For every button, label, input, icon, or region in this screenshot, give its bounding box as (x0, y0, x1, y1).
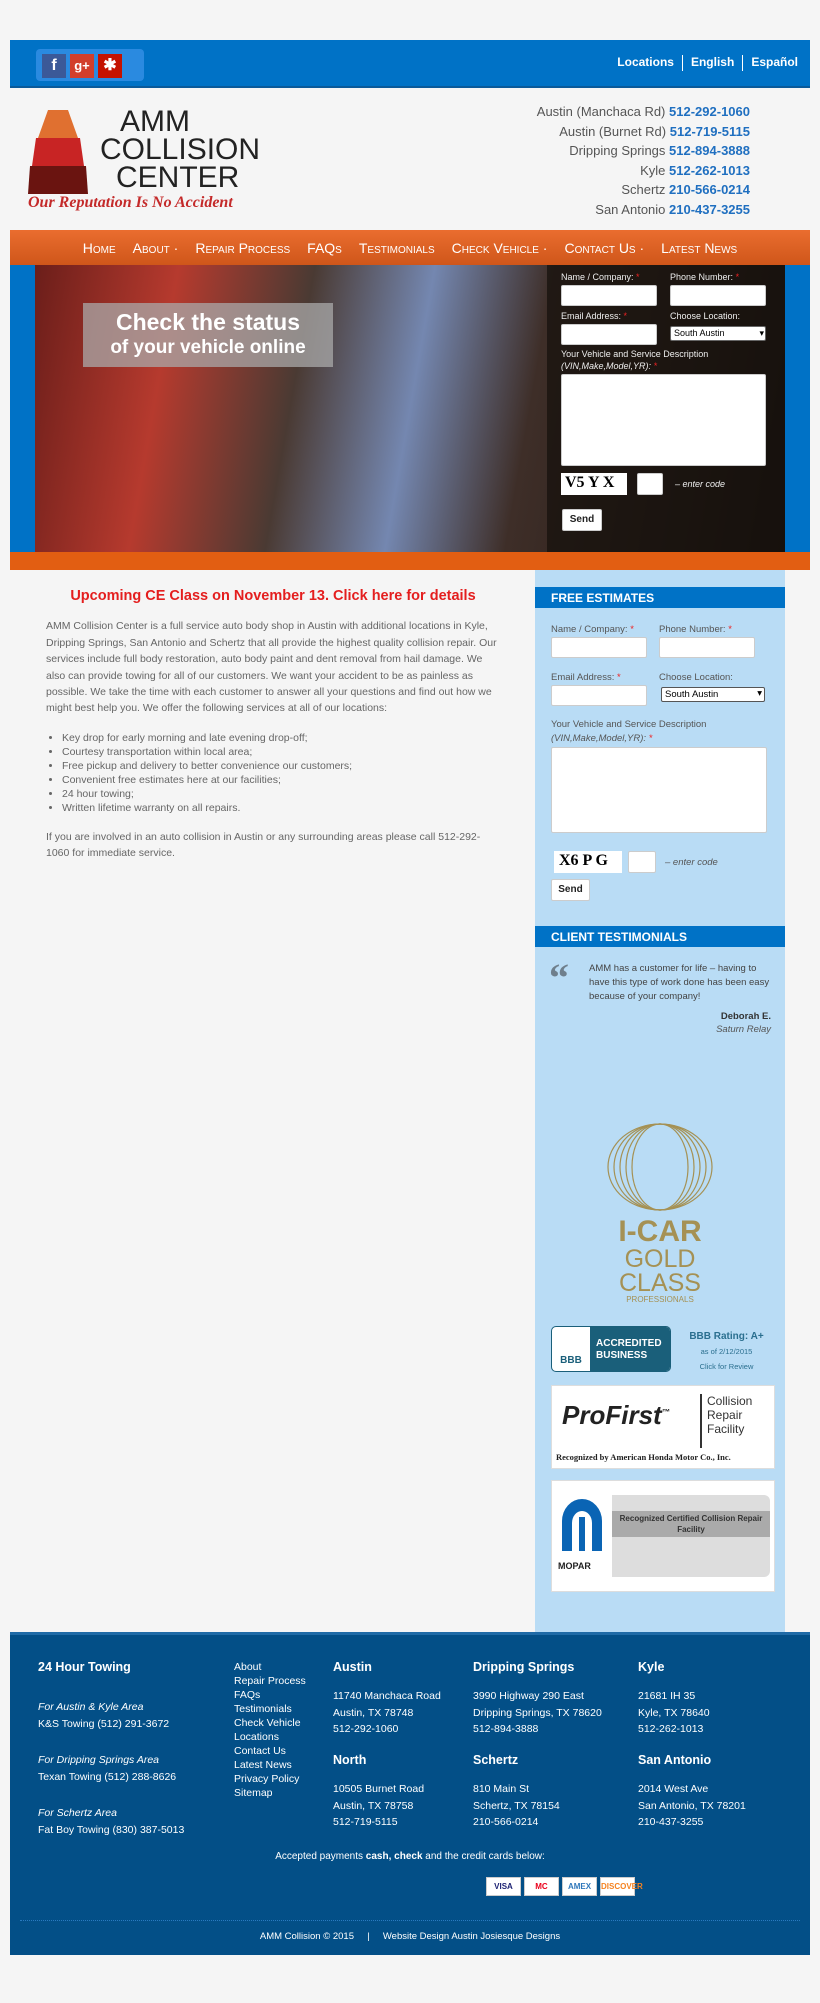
facebook-icon[interactable]: f (42, 54, 66, 78)
address-line: 10505 Burnet Road (333, 1783, 425, 1795)
footer-link[interactable]: Repair Process (234, 1675, 306, 1687)
footer-link[interactable]: Testimonials (234, 1703, 292, 1715)
icar-text: CLASS (619, 1269, 701, 1297)
location-address (473, 1688, 602, 1738)
email-label: Email Address: * (551, 672, 621, 683)
name-input[interactable] (551, 637, 647, 658)
location-name: Austin (Manchaca Rd) (536, 104, 666, 119)
description-label: Your Vehicle and Service Description (551, 719, 707, 730)
send-button[interactable]: Send (551, 879, 590, 901)
towing-item (38, 1699, 184, 1732)
testimonials-heading: CLIENT TESTIMONIALS (535, 926, 785, 947)
towing-company: Texan Towing (512) 288-8626 (38, 1770, 177, 1783)
phone-row (537, 141, 750, 161)
description-textarea[interactable] (551, 747, 767, 833)
icar-gold-class-logo[interactable] (605, 1122, 715, 1308)
footer-link[interactable]: About (234, 1661, 262, 1673)
location-heading: Schertz (473, 1753, 519, 1767)
address-line: 512-894-3888 (473, 1723, 539, 1735)
main-nav (10, 230, 810, 265)
ce-class-link[interactable]: Upcoming CE Class on November 13. Click here for details (70, 588, 476, 604)
icar-text: GOLD (624, 1245, 696, 1273)
social-links (36, 49, 144, 81)
chevron-down-icon: ▾ (759, 328, 764, 338)
nav-item[interactable]: About · (132, 239, 179, 256)
hero-headline (83, 303, 333, 367)
location-select[interactable]: South Austin ▾ (661, 687, 765, 702)
location-heading: North (333, 1753, 367, 1767)
towing-heading: 24 Hour Towing (38, 1660, 131, 1674)
phone-list (537, 102, 750, 219)
location-name: Schertz (621, 182, 666, 197)
nav-item[interactable]: FAQs (307, 239, 342, 256)
bbb-logo: BBB (560, 1355, 582, 1366)
footer-link[interactable]: Privacy Policy (234, 1773, 300, 1785)
towing-area: For Schertz Area (38, 1807, 117, 1819)
bbb-rating: BBB Rating: A+ (689, 1331, 764, 1342)
location-name: Austin (Burnet Rd) (559, 123, 667, 139)
profirst-badge[interactable] (551, 1385, 775, 1469)
hero-image (35, 265, 785, 552)
location-name: San Antonio (595, 201, 666, 217)
footer (10, 1632, 810, 1955)
address-line: Austin, TX 78758 (333, 1799, 414, 1812)
logo-tagline: Our Reputation Is No Accident (28, 194, 233, 211)
phone-label: Phone Number: * (659, 624, 732, 635)
phone-link[interactable]: 210-437-3255 (669, 201, 750, 217)
address-line: San Antonio, TX 78201 (638, 1799, 746, 1812)
nav-item[interactable]: Testimonials (358, 239, 435, 256)
locations-link[interactable]: Locations (617, 55, 674, 69)
captcha-input[interactable] (637, 473, 663, 495)
location-address (638, 1781, 746, 1831)
description-hint: (VIN,Make,Model,YR): * (561, 361, 658, 371)
credit-cards (486, 1877, 643, 1896)
chevron-down-icon: ▾ (757, 688, 762, 699)
description-label: Your Vehicle and Service Description (561, 349, 709, 359)
enter-code-hint: – enter code (665, 857, 718, 868)
location-address (638, 1688, 710, 1738)
hero (10, 265, 810, 552)
profirst-text: Facility (707, 1422, 745, 1436)
address-line: 2014 West Ave (638, 1783, 709, 1795)
email-input[interactable] (561, 324, 657, 345)
email-label: Email Address: * (561, 311, 628, 321)
towing-company: K&S Towing (512) 291-3672 (38, 1717, 170, 1730)
phone-row (537, 102, 750, 122)
captcha-image: V5 Y X (561, 473, 627, 495)
sidebar (535, 570, 785, 1632)
service-item: • 24 hour towing; (62, 787, 500, 801)
footer-link[interactable]: Locations (234, 1731, 279, 1743)
mopar-text: MOPAR (558, 1561, 591, 1571)
phone-link[interactable]: 512-894-3888 (669, 143, 750, 158)
location-select[interactable]: South Austin ▾ (670, 326, 766, 341)
bbb-review-link[interactable]: Click for Review (699, 1362, 754, 1371)
captcha-image: X6 P G (554, 851, 622, 873)
icar-text: PROFESSIONALS (626, 1295, 694, 1304)
footer-link[interactable]: Sitemap (234, 1787, 273, 1799)
phone-input[interactable] (659, 637, 755, 658)
description-textarea[interactable] (561, 374, 766, 466)
location-heading: San Antonio (638, 1753, 712, 1767)
phone-label: Phone Number: * (670, 272, 740, 282)
profirst-text: Repair (707, 1408, 743, 1422)
address-line: 210-437-3255 (638, 1816, 704, 1828)
testimonial-author: Deborah E. (720, 1011, 771, 1022)
testimonial (549, 955, 771, 1036)
logo[interactable] (28, 105, 268, 214)
card-discover-icon: DISCOVER (600, 1877, 635, 1896)
intro-text: AMM Collision Center is a full service auto body shop in Austin with additional locations in Kyle, Dripping Springs, San Antonio and Schertz that all provide the highest quality collision repair. Our services include full body restoration, auto body paint and dent removal from hail damage. We also can provide towing for all of our customers. We want your accident to be as painless as possible. We take the time with each customer to answer all your questions and find out how we might best help you. We offer the following services at all of our locations: (46, 620, 497, 715)
nav-item[interactable]: Home (82, 239, 116, 256)
address-line: Austin, TX 78748 (333, 1706, 414, 1719)
phone-row (537, 122, 750, 142)
towing-area: For Dripping Springs Area (38, 1754, 159, 1766)
email-input[interactable] (551, 685, 647, 706)
mopar-m-icon (560, 1497, 604, 1551)
logo-text: COLLISION (100, 133, 261, 166)
card-amex-icon: AMEX (562, 1877, 597, 1896)
service-item: • Written lifetime warranty on all repairs. (62, 801, 500, 815)
card-mc-icon: MC (524, 1877, 559, 1896)
address-line: 11740 Manchaca Road (333, 1690, 441, 1702)
top-bar (10, 40, 810, 88)
hero-line: Check the status (115, 309, 301, 335)
logo-text: AMM (120, 105, 190, 138)
card-visa-icon: VISA (486, 1877, 521, 1896)
address-line: 810 Main St (473, 1783, 530, 1795)
location-name: Dripping Springs (569, 143, 666, 158)
footer-links (234, 1660, 306, 1800)
footer-link[interactable]: Check Vehicle (234, 1717, 301, 1729)
english-link[interactable]: English (690, 55, 735, 69)
check-vehicle-form (547, 265, 785, 552)
bbb-text: ACCREDITED (596, 1338, 662, 1349)
description-hint: (VIN,Make,Model,YR): * (551, 733, 653, 744)
towing-item (38, 1805, 184, 1838)
copyright: AMM Collision © 2015 | Website Design Austin Josiesque Designs (259, 1931, 561, 1942)
divider (742, 55, 743, 71)
icar-rings-icon (605, 1122, 715, 1212)
location-address (333, 1688, 441, 1738)
location-heading: Austin (333, 1660, 372, 1674)
outro-text: If you are involved in an auto collision in Austin or any surrounding areas please call 512-292-1060 for immediate service. (46, 830, 481, 860)
logo-text: CENTER (116, 161, 240, 194)
google-plus-icon[interactable]: g+ (70, 54, 94, 78)
phone-row (537, 200, 750, 220)
address-line: 512-719-5115 (333, 1816, 398, 1828)
designer-link[interactable]: Website Design Austin Josiesque Designs (382, 1931, 561, 1942)
bbb-text: BUSINESS (596, 1350, 648, 1361)
address-line: Schertz, TX 78154 (473, 1799, 560, 1812)
free-estimates-heading: FREE ESTIMATES (535, 587, 785, 608)
location-heading: Dripping Springs (473, 1660, 575, 1674)
profirst-text: Collision (707, 1394, 753, 1408)
location-label: Choose Location: (670, 311, 741, 321)
address-line: Kyle, TX 78640 (638, 1706, 710, 1719)
towing-item (38, 1752, 184, 1785)
towing-company: Fat Boy Towing (830) 387-5013 (38, 1823, 185, 1836)
profirst-logo: ProFirst™ (562, 1400, 670, 1430)
yelp-icon[interactable]: ✱ (98, 54, 122, 78)
nav-item[interactable]: Contact Us · (564, 239, 645, 256)
quote-icon: “ (549, 955, 569, 1000)
icar-text: I-CAR (618, 1215, 702, 1248)
name-input[interactable] (561, 285, 657, 306)
phone-input[interactable] (670, 285, 766, 306)
service-item: • Key drop for early morning and late evening drop-off; (62, 731, 500, 745)
location-heading: Kyle (638, 1660, 665, 1674)
location-address (333, 1781, 424, 1831)
address-line: 3990 Highway 290 East (473, 1690, 584, 1702)
service-item: • Free pickup and delivery to better convenience our customers; (62, 759, 500, 773)
footer-link[interactable]: Contact Us (234, 1745, 286, 1757)
enter-code-hint: – enter code (675, 479, 726, 489)
location-address (473, 1781, 560, 1831)
phone-link[interactable]: 512-262-1013 (669, 162, 750, 178)
address-line: Dripping Springs, TX 78620 (473, 1706, 602, 1719)
phone-row (537, 161, 750, 181)
captcha-input[interactable] (628, 851, 656, 873)
hero-line: of your vehicle online (110, 337, 306, 358)
address-line: 512-292-1060 (333, 1723, 399, 1735)
service-item: • Courtesy transportation within local area; (62, 745, 500, 759)
phone-row (537, 180, 750, 200)
bbb-date: as of 2/12/2015 (700, 1347, 753, 1356)
amm-logo-mark-icon (28, 108, 88, 196)
footer-link[interactable]: FAQs (234, 1689, 261, 1701)
towing-area: For Austin & Kyle Area (38, 1701, 144, 1713)
footer-link[interactable]: Latest News (234, 1759, 292, 1771)
payment-text: Accepted payments cash, check and the credit cards below: (275, 1851, 545, 1862)
services-list (62, 731, 500, 815)
divider (10, 552, 810, 570)
name-label: Name / Company: * (551, 624, 634, 635)
nav-item[interactable]: Repair Process (195, 239, 291, 256)
mopar-badge[interactable] (551, 1480, 775, 1592)
nav-item[interactable]: Latest News (661, 239, 738, 256)
phone-link[interactable]: 512-719-5115 (669, 123, 750, 139)
towing-list (38, 1685, 184, 1838)
espanol-link[interactable]: Español (751, 55, 798, 69)
address-line: 21681 IH 35 (638, 1690, 696, 1702)
main-content (46, 588, 500, 862)
address-line: 210-566-0214 (473, 1816, 539, 1828)
testimonial-vehicle: Saturn Relay (716, 1024, 771, 1035)
nav-item[interactable]: Check Vehicle · (451, 239, 548, 256)
location-label: Choose Location: (659, 672, 733, 683)
phone-link[interactable]: 512-292-1060 (669, 104, 750, 119)
testimonial-quote: AMM has a customer for life – having to have this type of work done has been easy because of your company! (589, 963, 770, 1002)
address-line: 512-262-1013 (638, 1723, 704, 1735)
send-button[interactable]: Send (562, 509, 602, 531)
phone-link[interactable]: 210-566-0214 (669, 182, 750, 197)
location-name: Kyle (640, 162, 666, 178)
service-item: • Convenient free estimates here at our facilities; (62, 773, 500, 787)
profirst-recognition: Recognized by American Honda Motor Co., Inc. (556, 1452, 731, 1462)
bbb-badge[interactable] (551, 1326, 671, 1372)
mopar-recognition: Recognized Certified Collision Repair Facility (612, 1511, 770, 1537)
divider (682, 55, 683, 71)
name-label: Name / Company: * (561, 272, 640, 282)
